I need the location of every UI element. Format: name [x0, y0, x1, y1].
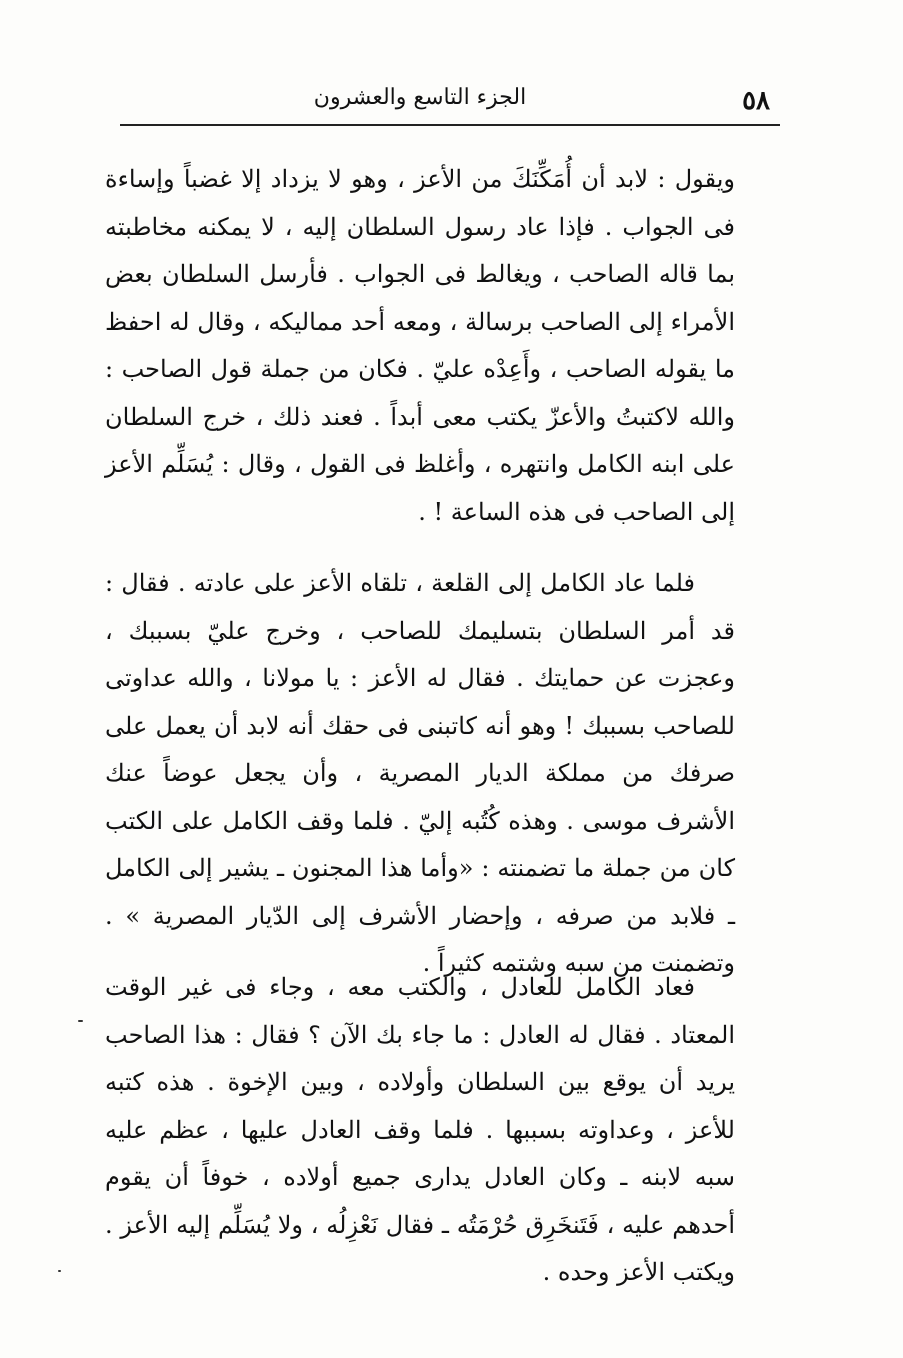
- page-header: [110, 80, 770, 120]
- scan-speck: [78, 1020, 83, 1022]
- paragraph-2: [105, 560, 735, 988]
- paragraph-text: فعاد الكامل للعادل ، والكتب معه ، وجاء فى غير الوقت المعتاد . فقال له العادل : ما جاء بك الآن ؟ فقال : هذا الصاحب يريد أن يوقع بين السلطان وأولاده ، وبين الإخوة . هذه كتبه للأعز ، وعداوته بسببها . فلما وقف العادل عليها ، عظم عليه سبه لابنه ـ وكان العادل يدارى جميع أولاده ، خوفاً أن يقوم أحدهم عليه ، فَتَنخَرِق حُرْمَتُه ـ فقال نَعْزِلُه ، ولا يُسَلِّم إليه الأعز . ويكتب الأعز وحده .: [105, 973, 736, 1286]
- scan-speck: [58, 1270, 61, 1272]
- header-rule: [120, 124, 780, 126]
- paragraph-1: [105, 156, 735, 536]
- paragraph-3: [105, 964, 735, 1297]
- paragraph-text: فلما عاد الكامل إلى القلعة ، تلقاه الأعز على عادته . فقال : قد أمر السلطان بتسليمك للصاحب ، وخرج عليّ بسببك ، وعجزت عن حمايتك . فقال له الأعز : يا مولانا ، والله عداوتى للصاحب بسببك ! وهو أنه كاتبنى فى حقك أنه لابد أن يعمل على صرفك من مملكة الديار المصرية ، وأن يجعل عوضاً عنك الأشرف موسى . وهذه كُتُبه إليّ . فلما وقف الكامل على الكتب كان من جملة ما تضمنته : «وأما هذا المجنون ـ يشير إلى الكامل ـ فلابد من صرفه ، وإحضار الأشرف إلى الدّيار المصرية » . وتضمنت من سبه وشتمه كثيراً .: [105, 569, 735, 977]
- paragraph-text: ويقول : لابد أن أُمَكِّنَكَ من الأعز ، وهو لا يزداد إلا غضباً وإساءة فى الجواب . فإذا عاد رسول السلطان إليه ، لا يمكنه مخاطبته بما قاله الصاحب ، ويغالط فى الجواب . فأرسل السلطان بعض الأمراء إلى الصاحب برسالة ، ومعه أحد مماليكه ، وقال له احفظ ما يقوله الصاحب ، وأَعِدْه عليّ . فكان من جملة قول الصاحب : والله لاكتبتُ والأعزّ يكتب معى أبداً . فعند ذلك ، خرج السلطان على ابنه الكامل وانتهره ، وأغلظ فى القول ، وقال : يُسَلِّم الأعز إلى الصاحب فى هذه الساعة ! .: [105, 165, 735, 526]
- page-number: ٥٨: [742, 86, 770, 116]
- running-title: الجزء التاسع والعشرون: [313, 85, 527, 110]
